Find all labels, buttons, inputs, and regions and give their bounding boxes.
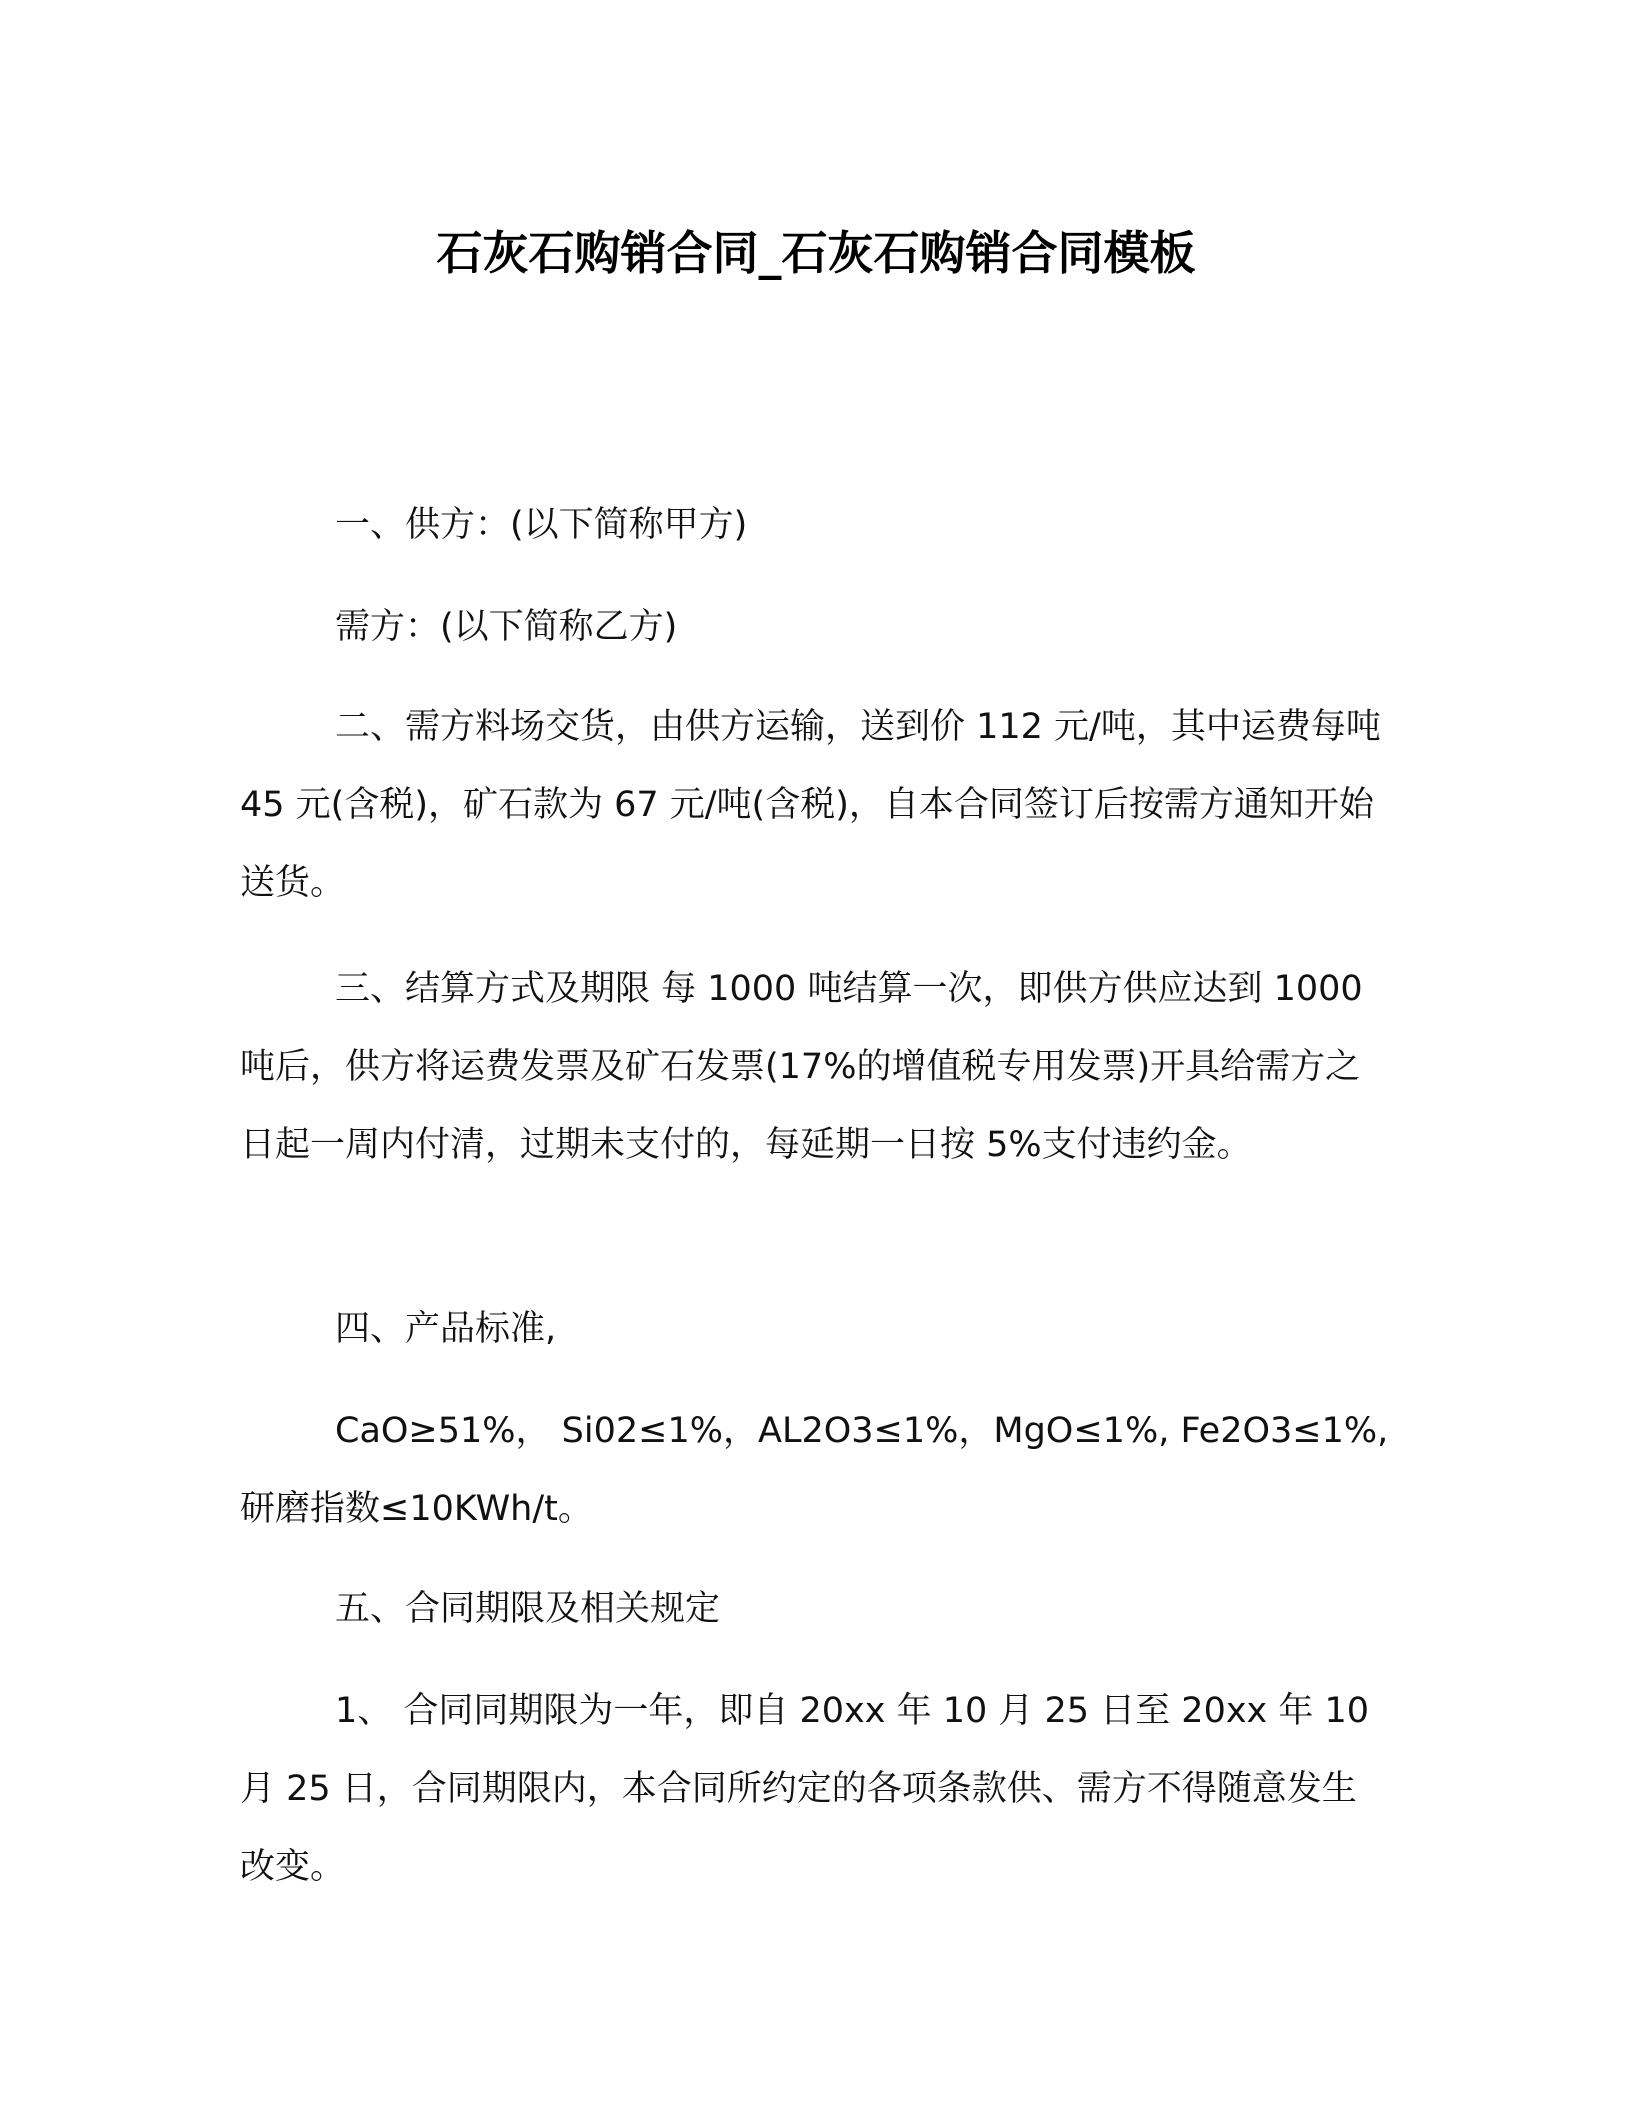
clause-delivery-price: 二、需方料场交货，由供方运输，送到价 112 元/吨，其中运费每吨 45 元(含税)，矿石款为 67 元/吨(含税)，自本合同签订后按需方通知开始送货。 <box>240 707 1392 903</box>
clause-settlement: 三、结算方式及期限 每 1000 吨结算一次，即供方供应达到 1000 吨后，供方将运费发票及矿石发票(17%的增值税专用发票)开具给需方之日起一周内付清，过期未支付的，每延期一日按 5%支付违约金。 <box>240 969 1374 1165</box>
clause-product-standard-heading: 四、产品标准, <box>335 1309 557 1349</box>
clause-buyer: 需方：(以下简称乙方) <box>335 607 678 647</box>
clause-term-heading: 五、合同期限及相关规定 <box>335 1589 721 1629</box>
clause-product-standard-values: CaO≥51%， Si02≤1%，AL2O3≤1%，MgO≤1%, Fe2O3≤1%, 研磨指数≤10KWh/t。 <box>240 1411 1400 1529</box>
clause-supplier: 一、供方：(以下简称甲方) <box>335 505 748 545</box>
document-title: 石灰石购销合同_石灰石购销合同模板 <box>436 226 1196 280</box>
clause-term-detail: 1、 合同同期限为一年，即自 20xx 年 10 月 25 日至 20xx 年 10 月 25 日，合同期限内，本合同所约定的各项条款供、需方不得随意发生改变。 <box>240 1691 1381 1887</box>
